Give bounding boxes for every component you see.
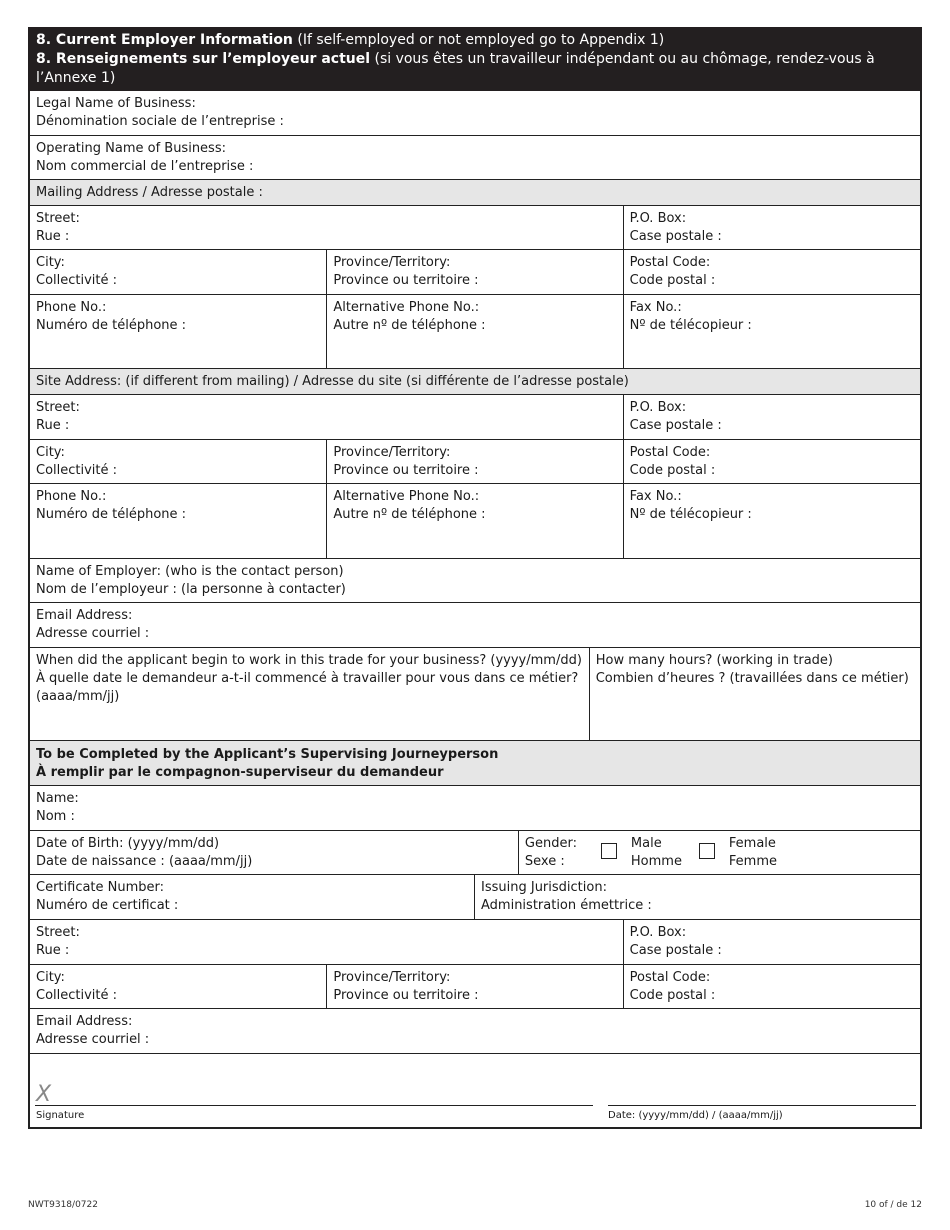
mailing-city-row[interactable] — [28, 250, 922, 295]
page-number: 10 of / de 12 — [864, 1200, 922, 1210]
form-id: NWT9318/0722 — [28, 1200, 98, 1210]
street-field[interactable]: Street: Rue : — [30, 206, 624, 249]
certificate-field[interactable]: Certificate Number: Numéro de certificat : — [30, 875, 475, 919]
legal-name-row[interactable]: Legal Name of Business: Dénomination sociale de l’entreprise : — [28, 91, 922, 136]
jurisdiction-field[interactable]: Issuing Jurisdiction: Administration émettrice : — [481, 880, 652, 913]
postal-code-field[interactable]: Postal Code: Code postal : — [629, 445, 716, 478]
pobox-field[interactable]: P.O. Box: Case postale : — [629, 925, 722, 958]
site-city-row[interactable] — [28, 440, 922, 484]
trade-start-row[interactable] — [28, 648, 922, 741]
signature-x-mark: X — [36, 1082, 52, 1107]
dob-field[interactable]: Date of Birth: (yyyy/mm/dd) Date de naissance : (aaaa/mm/jj) — [30, 831, 519, 874]
province-field[interactable]: Province/Territory: Province ou territoire : — [327, 440, 623, 483]
pobox-field[interactable]: P.O. Box: Case postale : — [629, 211, 722, 244]
signature-label: Signature — [36, 1110, 85, 1121]
start-date-field[interactable]: When did the applicant begin to work in this trade for your business? (yyyy/mm/dd) À quelle date le demandeur a-t-il commencé à travailler pour vous dans ce métier? (aaaa/mm/jj) — [30, 648, 590, 740]
site-phone-row[interactable] — [28, 484, 922, 559]
postal-code-field[interactable]: Postal Code: Code postal : — [629, 970, 716, 1003]
employer-form — [28, 27, 922, 1129]
fax-field[interactable]: Fax No.: Nº de télécopieur : — [629, 489, 752, 522]
date-line[interactable] — [608, 1105, 916, 1106]
jp-street-row[interactable] — [28, 920, 922, 965]
province-field[interactable]: Province/Territory: Province ou territoire : — [327, 250, 623, 294]
gender-field: Gender: Sexe : Male Homme Female Femme — [524, 836, 777, 869]
employer-email-row[interactable]: Email Address: Adresse courriel : — [28, 603, 922, 648]
certificate-row[interactable] — [28, 875, 922, 920]
journeyperson-header: To be Completed by the Applicant’s Supervising Journeyperson À remplir par le compagnon-superviseur du demandeur — [28, 741, 922, 786]
male-checkbox[interactable] — [601, 843, 617, 859]
alt-phone-field[interactable]: Alternative Phone No.: Autre nº de téléphone : — [327, 295, 623, 368]
dob-gender-row[interactable] — [28, 831, 922, 875]
street-field[interactable]: Street: Rue : — [30, 920, 624, 964]
site-address-header: Site Address: (if different from mailing) / Adresse du site (si différente de l’adresse postale) — [28, 369, 922, 395]
jp-email-row[interactable]: Email Address: Adresse courriel : — [28, 1009, 922, 1054]
employer-contact-row[interactable]: Name of Employer: (who is the contact person) Nom de l’employeur : (la personne à contacter) — [28, 559, 922, 603]
postal-code-field[interactable]: Postal Code: Code postal : — [629, 255, 716, 288]
province-field[interactable]: Province/Territory: Province ou territoire : — [327, 965, 623, 1008]
mailing-street-row[interactable] — [28, 206, 922, 250]
female-checkbox[interactable] — [699, 843, 715, 859]
city-field[interactable]: City: Collectivité : — [30, 250, 327, 294]
hours-field[interactable]: How many hours? (working in trade) Combien d’heures ? (travaillées dans ce métier) — [595, 653, 909, 686]
phone-field[interactable]: Phone No.: Numéro de téléphone : — [30, 484, 327, 558]
jp-city-row[interactable] — [28, 965, 922, 1009]
city-field[interactable]: City: Collectivité : — [30, 965, 327, 1008]
section-header: 8. Current Employer Information (If self-employed or not employed go to Appendix 1) 8. Renseignements sur l’employeur actuel (si vous êtes un travailleur indépendant ou au chômage, rendez-vous à l’Annexe 1) — [28, 27, 922, 91]
mailing-phone-row[interactable] — [28, 295, 922, 369]
journeyperson-name-row[interactable]: Name: Nom : — [28, 786, 922, 831]
alt-phone-field[interactable]: Alternative Phone No.: Autre nº de téléphone : — [327, 484, 623, 558]
operating-name-row[interactable]: Operating Name of Business: Nom commercial de l’entreprise : — [28, 136, 922, 180]
phone-field[interactable]: Phone No.: Numéro de téléphone : — [30, 295, 327, 368]
signature-line[interactable] — [35, 1105, 593, 1106]
pobox-field[interactable]: P.O. Box: Case postale : — [629, 400, 722, 433]
signature-row[interactable] — [28, 1054, 922, 1129]
date-label: Date: (yyyy/mm/dd) / (aaaa/mm/jj) — [608, 1110, 783, 1121]
city-field[interactable]: City: Collectivité : — [30, 440, 327, 483]
site-street-row[interactable] — [28, 395, 922, 440]
street-field[interactable]: Street: Rue : — [30, 395, 624, 439]
fax-field[interactable]: Fax No.: Nº de télécopieur : — [629, 300, 752, 333]
mailing-address-header: Mailing Address / Adresse postale : — [28, 180, 922, 206]
